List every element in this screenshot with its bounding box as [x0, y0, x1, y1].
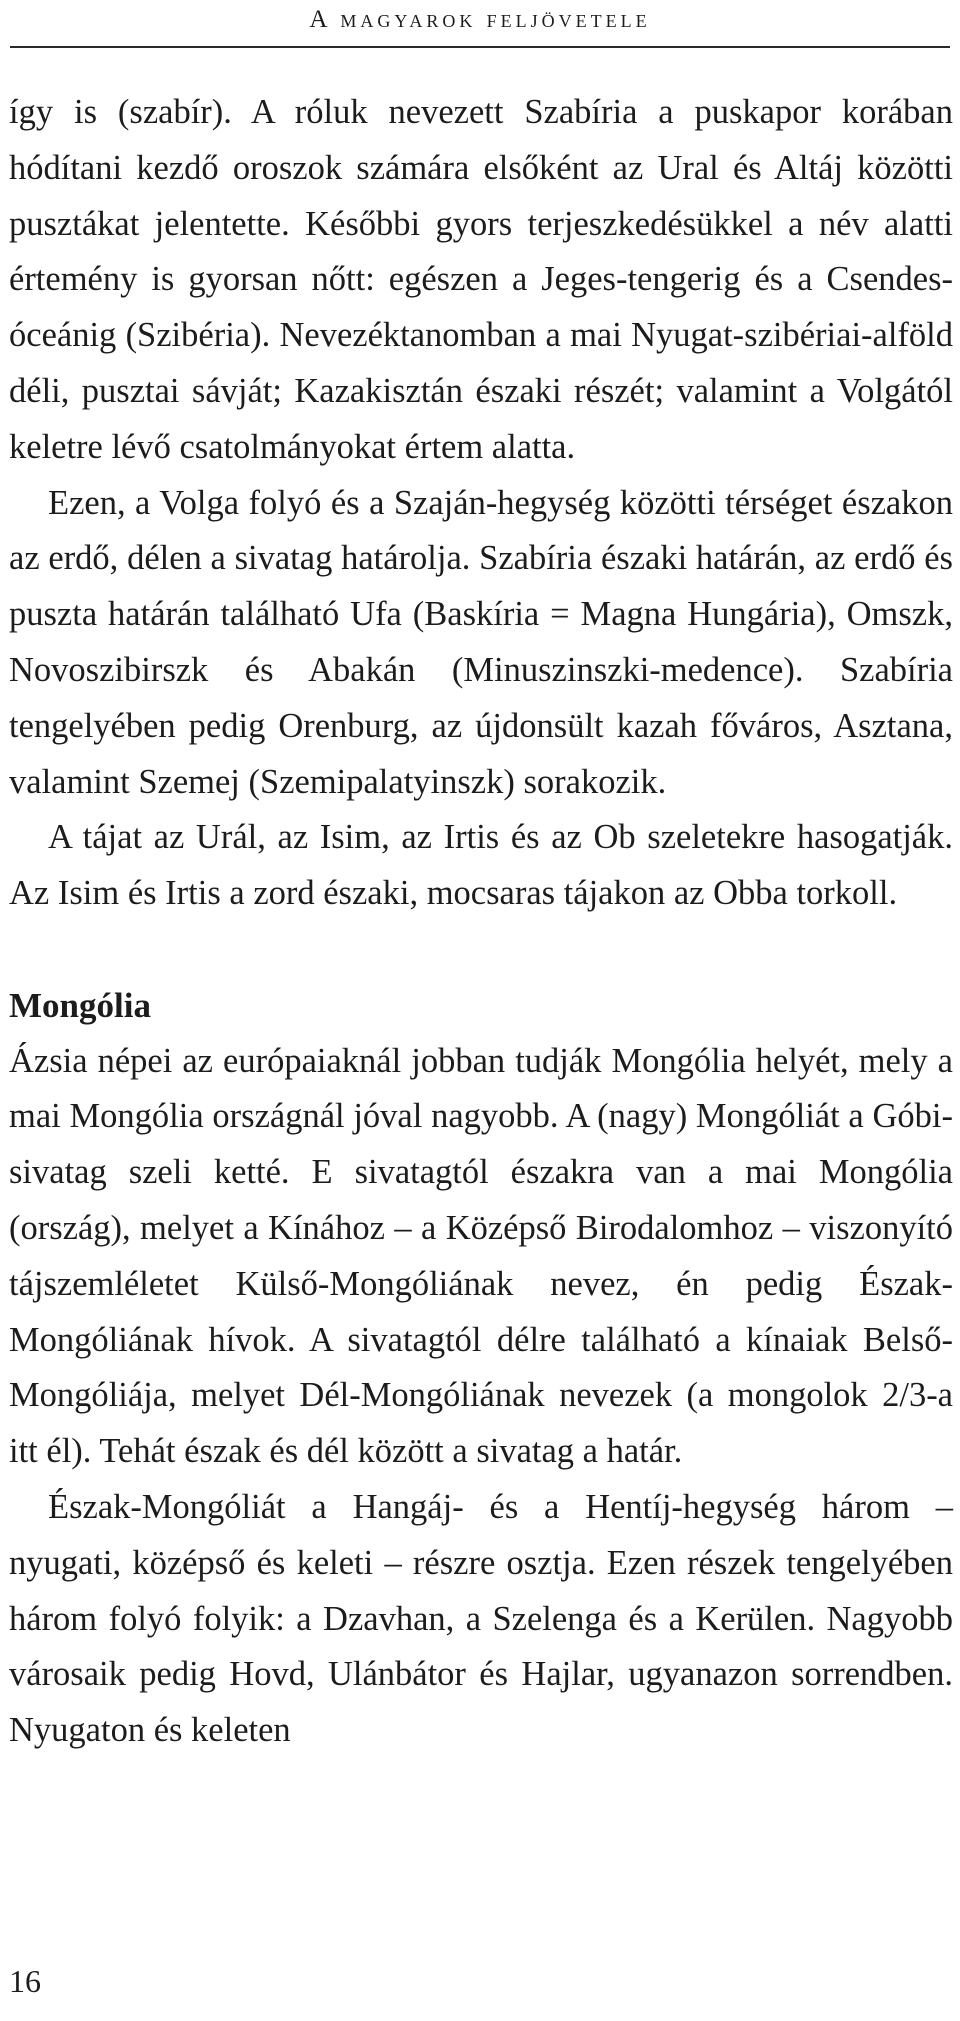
running-head: A magyarok feljövetele	[309, 6, 651, 33]
paragraph: A tájat az Urál, az Isim, az Irtis és az Ob szeletekre hasogatják. Az Isim és Irtis a zord északi, mocsaras tájakon az Obba torkoll.	[9, 818, 953, 913]
paragraph: így is (szabír). A róluk nevezett Szabíria a puskapor korában hódítani kezdő oroszok számára elsőként az Ural és Altáj közötti pusztákat jelentette. Későbbi gyors terjeszkedésükkel a név alatti értemény is gyorsan nőtt: egészen a Jeges-tengerig és a Csendes-óceánig (Szibéria). Nevezéktanomban a mai Nyugat-szibériai-alföld déli, pusztai sávját; Kazakisztán északi részét; valamint a Volgától keletre lévő csatolmányokat értem alatta.	[9, 93, 953, 466]
paragraph: Ezen, a Volga folyó és a Szaján-hegység közötti térséget északon az erdő, délen a sivatag határolja. Szabíria északi határán, az erdő és puszta határán található Ufa (Baskíria = Magna Hungária), Omszk, Novoszibirszk és Abakán (Minuszinszki-medence). Szabíria tengelyében pedig Orenburg, az újdonsült kazah főváros, Asztana, valamint Szemej (Szemipalatyinszk) sorakozik.	[9, 483, 953, 801]
paragraph: Észak-Mongóliát a Hangáj- és a Hentíj-hegység három – nyugati, középső és keleti – részre osztja. Ezen részek tengelyében három folyó folyik: a Dzavhan, a Szelenga és a Kerülen. Nagyobb városaik pedig Hovd, Ulánbátor és Hajlar, ugyanazon sorrendben. Nyugaton és keleten	[9, 1487, 953, 1750]
section-heading: Mongólia	[9, 985, 151, 1025]
header-rule	[10, 46, 950, 48]
page-number: 16	[9, 1963, 41, 1999]
body-text	[9, 85, 953, 1759]
paragraph: Ázsia népei az európaiaknál jobban tudják Mongólia helyét, mely a mai Mongólia országnál jóval nagyobb. A (nagy) Mongóliát a Góbi-sivatag szeli ketté. E sivatagtól északra van a mai Mongólia (ország), melyet a Kínához – a Középső Birodalomhoz – viszonyító tájszemléletet Külső-Mongóliának nevez, én pedig Észak-Mongóliának hívok. A sivatagtól délre található a kínaiak Belső-Mongóliája, melyet Dél-Mongóliának nevezek (a mongolok 2/3-a itt él). Tehát észak és dél között a sivatag a határ.	[9, 1041, 953, 1471]
